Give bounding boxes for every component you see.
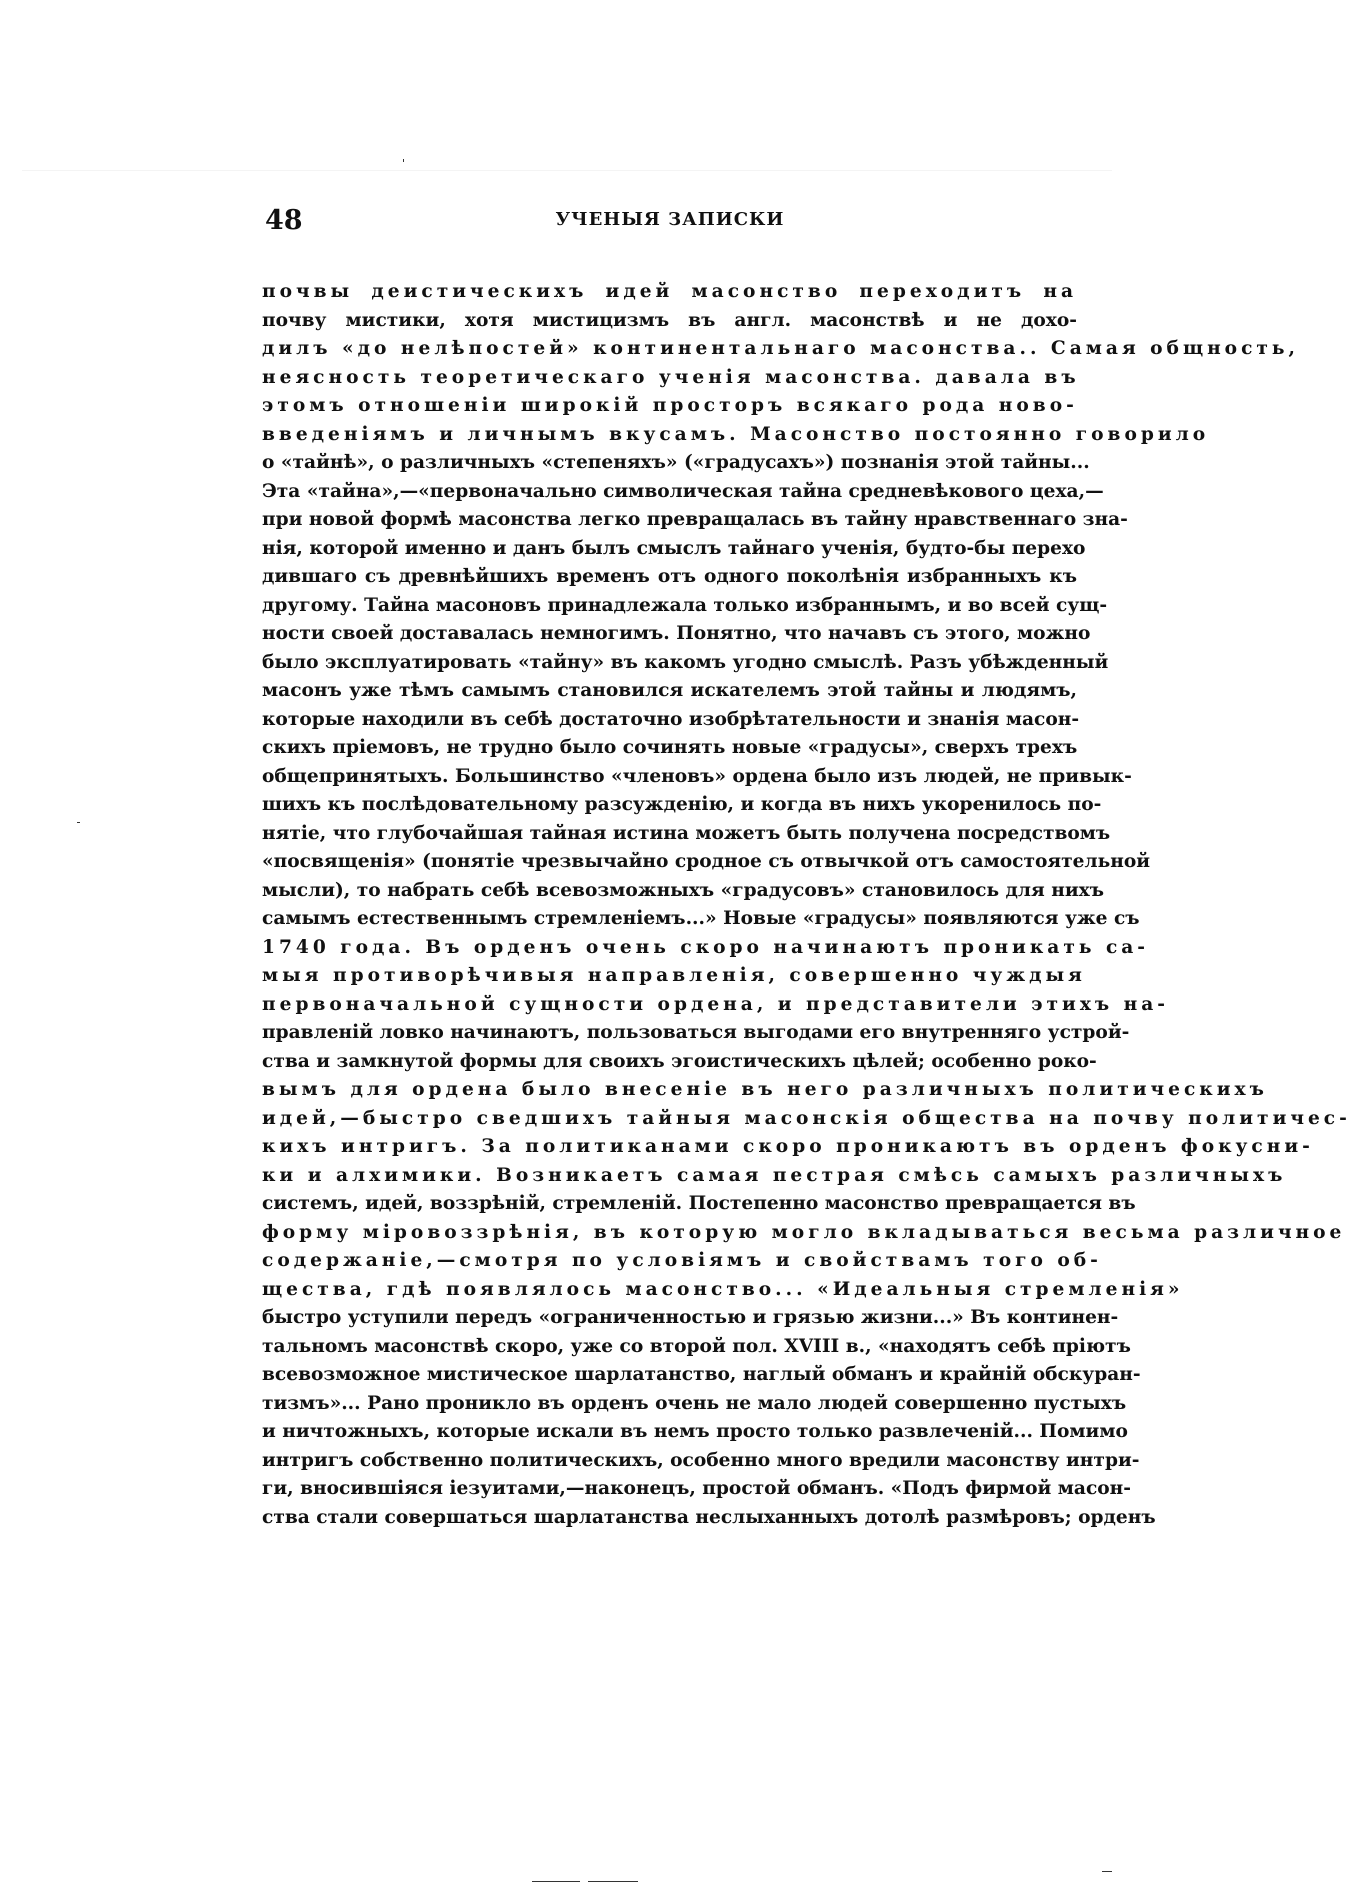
text-line: неясность теоретическаго ученія масонства. давала въ [262,366,1080,388]
text-line: правленій ловко начинаютъ, пользоваться выгодами его внутренняго устрой- [262,1022,1130,1043]
text-line: общепринятыхъ. Большинство «членовъ» ордена было изъ людей, не привык- [262,765,1132,787]
text-line: 1740 года. Въ орденъ очень скоро начинаютъ проникать са- [262,936,1150,958]
scan-speck [77,822,80,823]
text-line: другому. Тайна масоновъ принадлежала только избраннымъ, и во всей сущ- [262,594,1108,616]
text-line: введеніямъ и личнымъ вкусамъ. Масонство постоянно говорило [262,423,1210,445]
text-line: мысли), то набрать себѣ всевозможныхъ «градусовъ» становилось для нихъ [262,879,1104,901]
text-line: форму міровоззрѣнія, въ которую могло вкладываться весьма различное [262,1221,1346,1243]
text-line: ности своей доставалась немногимъ. Понятно, что начавъ съ этого, можно [262,623,1091,644]
page-header [265,205,1075,245]
text-line: ства стали совершаться шарлатанства неслыханныхъ дотолѣ размѣровъ; орденъ [262,1506,1156,1528]
text-line: шихъ къ послѣдовательному разсужденію, и когда въ нихъ укоренилось по- [262,794,1102,815]
text-line: скихъ пріемовъ, не трудно было сочинять новые «градусы», сверхъ трехъ [262,737,1078,758]
running-head: УЧЕНЫЯ ЗАПИСКИ [555,209,785,230]
text-line: дившаго съ древнѣйшихъ временъ отъ одного поколѣнія избранныхъ къ [262,566,1077,587]
page-edge-shadow [22,170,1112,171]
text-line: почву мистики, хотя мистицизмъ въ англ. масонствѣ и не дохо- [262,309,1077,331]
text-line: «посвященія» (понятіе чрезвычайно сродное съ отвычкой отъ самостоятельной [262,851,1151,872]
text-line: масонъ уже тѣмъ самымъ становился искателемъ этой тайны и людямъ, [262,680,1077,701]
text-line: Эта «тайна»,—«первоначально символическая тайна средневѣкового цеха,— [262,480,1104,502]
text-line: о «тайнѣ», о различныхъ «степеняхъ» («градусахъ») познанія этой тайны... [262,452,1090,473]
text-line: нія, которой именно и данъ былъ смыслъ тайнаго ученія, будто-бы перехо [262,537,1086,559]
text-line: тальномъ масонствѣ скоро, уже со второй пол. XVIII в., «находятъ себѣ пріютъ [262,1335,1131,1357]
text-line: идей,—быстро сведшихъ тайныя масонскія общества на почву политичес- [262,1107,1351,1129]
text-line: самымъ естественнымъ стремленіемъ...» Новые «градусы» появляются уже съ [262,908,1140,929]
text-line: содержаніе,—смотря по условіямъ и свойствамъ того об- [262,1250,1102,1271]
text-line: ства и замкнутой формы для своихъ эгоистическихъ цѣлей; особенно роко- [262,1050,1097,1072]
text-line: ки и алхимики. Возникаетъ самая пестрая смѣсь самыхъ различныхъ [262,1164,1287,1186]
body-text [262,278,1351,1532]
scan-speck [1102,1871,1112,1872]
text-line: интригъ собственно политическихъ, особенно много вредили масонству интри- [262,1449,1140,1471]
text-line: всевозможное мистическое шарлатанство, наглый обманъ и крайній обскуран- [262,1364,1141,1385]
text-line: щества, гдѣ появлялось масонство... «Идеальныя стремленія» [262,1278,1184,1300]
text-line: кихъ интригъ. За политиканами скоро проникаютъ въ орденъ фокусни- [262,1136,1314,1157]
text-line: системъ, идей, воззрѣній, стремленій. Постепенно масонство превращается въ [262,1193,1136,1214]
text-line: нятіе, что глубочайшая тайная истина можетъ быть получена посредствомъ [262,822,1111,844]
text-line: вымъ для ордена было внесеніе въ него различныхъ политическихъ [262,1079,1268,1100]
text-line: при новой формѣ масонства легко превращалась въ тайну нравственнаго зна- [262,509,1128,530]
text-line: этомъ отношеніи широкій просторъ всякаго рода ново- [262,395,1078,416]
text-line: было эксплуатировать «тайну» въ какомъ угодно смыслѣ. Разъ убѣжденный [262,651,1109,673]
text-line: и ничтожныхъ, которые искали въ немъ просто только развлеченій... Помимо [262,1421,1128,1442]
page-number: 48 [265,205,303,236]
text-line: которые находили въ себѣ достаточно изобрѣтательности и знанія масон- [262,708,1080,730]
text-line: первоначальной сущности ордена, и представители этихъ на- [262,993,1170,1015]
text-line: тизмъ»... Рано проникло въ орденъ очень не мало людей совершенно пустыхъ [262,1392,1127,1414]
text-line: мыя противорѣчивыя направленія, совершенно чуждыя [262,965,1086,986]
text-line: быстро уступили передъ «ограниченностью и грязью жизни...» Въ континен- [262,1307,1119,1328]
text-line: дилъ «до нелѣпостей» континентальнаго масонства.. Самая общность, [262,338,1300,359]
text-line: почвы деистическихъ идей масонство переходитъ на [262,281,1077,302]
scan-speck [403,159,404,162]
text-line: ги, вносившіяся іезуитами,—наконецъ, простой обманъ. «Подъ фирмой масон- [262,1478,1131,1499]
